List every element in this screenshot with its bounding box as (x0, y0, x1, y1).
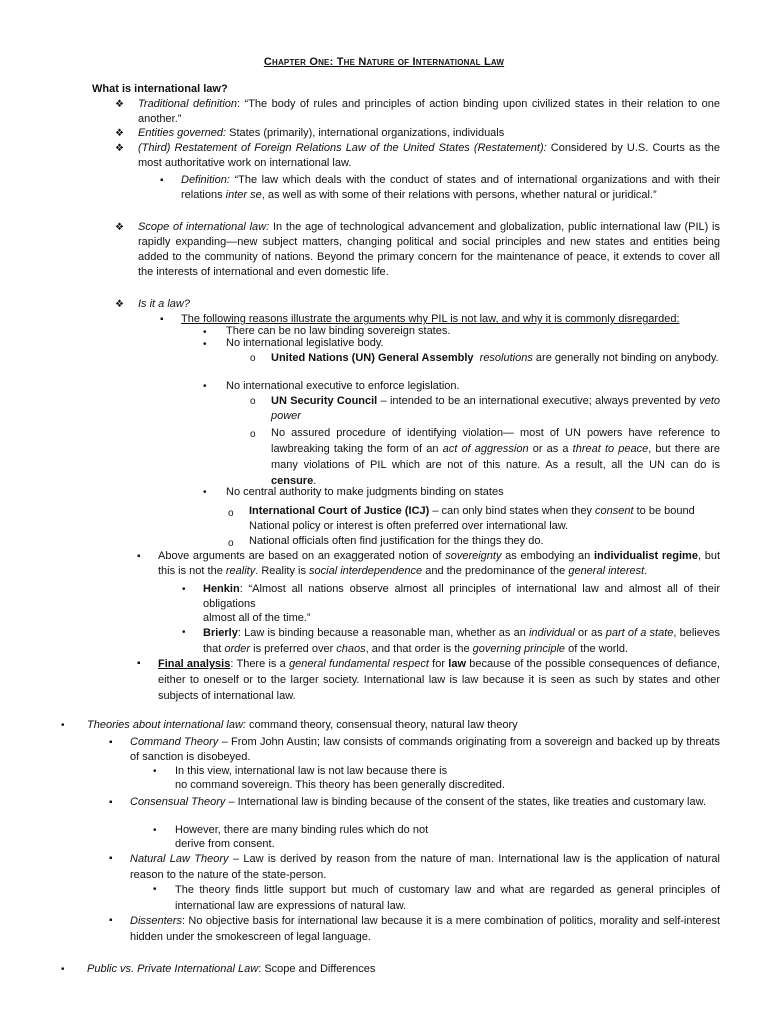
henkin-quote-continued: almost all of the time.” (203, 612, 311, 624)
is-it-a-law: Is it a law? (138, 298, 190, 310)
round-bullet-icon: • (61, 964, 65, 975)
theories-heading: Theories about international law: command theory, consensual theory, natural law theory (87, 719, 518, 731)
round-bullet-icon: • (182, 584, 186, 595)
reasons-heading: The following reasons illustrate the arguments why PIL is not law, and why it is commonly disregarded: (181, 313, 680, 325)
square-bullet-icon: ▪ (109, 797, 113, 808)
round-bullet-icon: • (153, 825, 157, 836)
command-theory-note-continued: no command sovereign. This theory has been generally discredited. (175, 779, 505, 791)
round-bullet-icon: • (203, 487, 207, 498)
diamond-bullet-icon: ❖ (115, 299, 124, 310)
natural-law-theory: Natural Law Theory – Law is derived by reason from the nature of man. International law is the application of natural reason to the nature of the state-person. (130, 853, 720, 881)
round-bullet-icon: • (153, 766, 157, 777)
square-bullet-icon: ▪ (160, 175, 164, 186)
natural-law-note: The theory finds little support but much of customary law and what are regarded as general principles of international law are expressions of natural law. (175, 884, 720, 912)
circle-bullet-icon: o (250, 396, 256, 407)
round-bullet-icon: • (182, 627, 186, 638)
reason-item: No international executive to enforce legislation. (226, 380, 460, 392)
command-theory-note: In this view, international law is not law because there is (175, 765, 448, 777)
chapter-title: Chapter One: The Nature of International Law (263, 56, 505, 68)
circle-bullet-icon: o (250, 429, 256, 440)
reason-subitem: National officials often find justification for the things they do. (249, 535, 544, 547)
final-analysis: Final analysis: There is a general fundamental respect for law because of the possible consequences of defiance, either to oneself or to the larger society. International law is law because it is seen as such by states and other subjects of international law. (158, 658, 720, 702)
section-heading: What is international law? (92, 83, 228, 95)
diamond-bullet-icon: ❖ (115, 128, 124, 139)
reason-subitem: UN Security Council – intended to be an international executive; always prevented by veto power (271, 395, 720, 422)
reason-subitem: No assured procedure of identifying violation— most of UN powers have reference to lawbreaking taking the form of an act of aggression or as a threat to peace, but there are many violations of PIL which are not of this nature. As a result, all the UN can do is censure. (271, 427, 720, 487)
command-theory: Command Theory – From John Austin; law consists of commands originating from a sovereign and backed up by threats of sanction is disobeyed. (130, 736, 720, 763)
diamond-bullet-icon: ❖ (115, 99, 124, 110)
round-bullet-icon: • (203, 339, 207, 350)
traditional-definition: Traditional definition: “The body of rules and principles of action binding upon civilized states in their relation to one another.” (138, 98, 720, 125)
reason-subitem: United Nations (UN) General Assembly resolutions are generally not binding on anybody. (271, 352, 719, 364)
dissenters: Dissenters: No objective basis for international law because it is a mere combination of politics, morality and self-interest hidden under the smokescreen of legal language. (130, 915, 720, 943)
square-bullet-icon: ▪ (137, 551, 141, 562)
scope-of-international-law: Scope of international law: In the age of technological advancement and globalization, public international law (PIL) is rapidly expanding—new subject matters, changing political and social principles and new states and entities being added to the community of nations. Beyond the primary concern for the maintenance of peace, it extends to cover all the interests of international and even domestic life. (138, 221, 721, 278)
square-bullet-icon: ▪ (137, 658, 141, 669)
consensual-theory-note-continued: derive from consent. (175, 838, 275, 850)
square-bullet-icon: ▪ (109, 853, 113, 864)
restatement-definition: Definition: “The law which deals with the conduct of states and of international organizations and with their relations inter se, as well as with some of their relations with persons, whether natural or juridical.” (181, 174, 720, 201)
entities-governed: Entities governed: States (primarily), international organizations, individuals (138, 127, 505, 139)
restatement: (Third) Restatement of Foreign Relations Law of the United States (Restatement): Considered by U.S. Courts as the most authoritative work on international law. (138, 142, 720, 169)
round-bullet-icon: • (61, 720, 65, 731)
circle-bullet-icon: o (250, 353, 256, 364)
reason-subitem: International Court of Justice (ICJ) – can only bind states when they consent to be bound (249, 505, 695, 517)
above-arguments: Above arguments are based on an exaggerated notion of sovereignty as embodying an individualist regime, but this is not the reality. Reality is social interdependence and the predominance of the general interest. (158, 550, 721, 577)
diamond-bullet-icon: ❖ (115, 222, 124, 233)
square-bullet-icon: ▪ (109, 737, 113, 748)
reason-item: No central authority to make judgments binding on states (226, 486, 504, 498)
diamond-bullet-icon: ❖ (115, 143, 124, 154)
consensual-theory-note: However, there are many binding rules which do not (175, 824, 429, 836)
reason-item: There can be no law binding sovereign states. (226, 325, 451, 337)
square-bullet-icon: ▪ (160, 314, 164, 325)
reason-item: No international legislative body. (226, 337, 384, 349)
round-bullet-icon: • (153, 884, 157, 895)
consensual-theory: Consensual Theory – International law is binding because of the consent of the states, like treaties and customary law. (130, 796, 707, 808)
public-vs-private-heading: Public vs. Private International Law: Scope and Differences (87, 963, 376, 975)
square-bullet-icon: ▪ (109, 915, 113, 926)
circle-bullet-icon: o (228, 538, 234, 549)
circle-bullet-icon: o (228, 508, 234, 519)
brierly-quote: Brierly: Law is binding because a reasonable man, whether as an individual or as part of a state, believes that order is preferred over chaos, and that order is the governing principle of the world. (203, 627, 720, 655)
round-bullet-icon: • (203, 381, 207, 392)
round-bullet-icon: • (203, 327, 207, 338)
henkin-quote: Henkin: “Almost all nations observe almost all principles of international law and almost all of their obligations (203, 583, 720, 610)
reason-subitem-continued: National policy or interest is often preferred over international law. (249, 520, 569, 532)
